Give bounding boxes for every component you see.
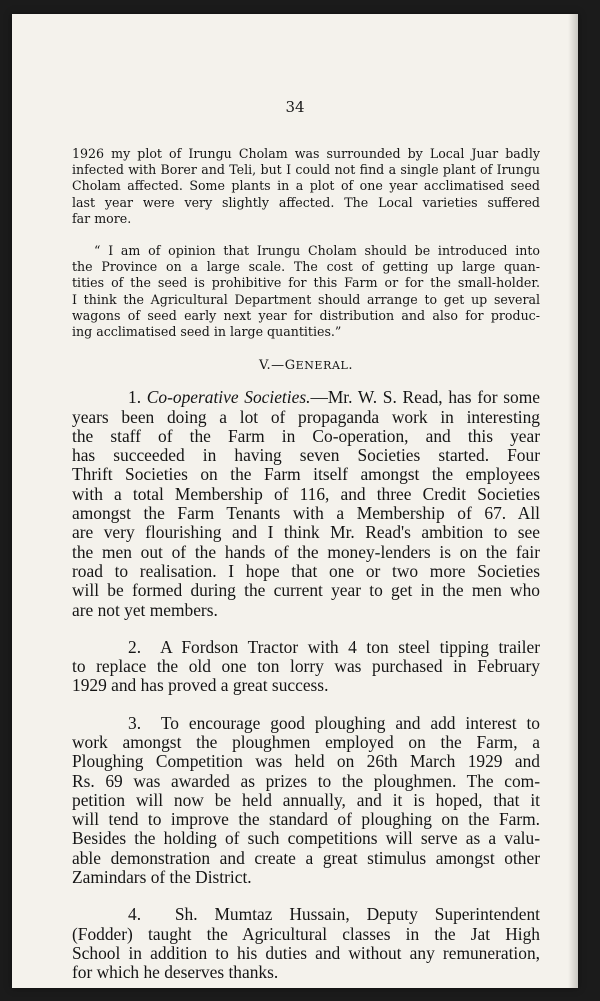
- paragraph-line: 1929 and has proved a great success.: [72, 675, 329, 696]
- document-page: [12, 14, 578, 988]
- paragraph-number: 4.: [128, 904, 142, 925]
- quote-line: ing acclimatised seed in large quantities.”: [72, 324, 342, 340]
- quote-line: “ I am of opinion that Irungu Cholam should be introduced into: [94, 243, 540, 259]
- paragraph-line: [72, 714, 540, 733]
- paragraph-line: will be formed during the current year to get in the men who: [72, 580, 540, 601]
- intro-line: far more.: [72, 210, 132, 226]
- section-heading: [72, 358, 540, 373]
- paragraph-line: Besides the holding of such competitions will serve as a valu-: [72, 828, 540, 849]
- paragraph-line: with a total Membership of 116, and three Credit Societies: [72, 483, 540, 504]
- quote-line: tities of the seed is prohibitive for this Farm or for the small-holder.: [72, 275, 540, 291]
- paragraph-number: 3.: [128, 712, 142, 733]
- paragraph-3: [72, 714, 540, 888]
- paragraph-line: road to realisation. I hope that one or two more Societies: [72, 560, 540, 581]
- paragraph-line: has succeeded in having seven Societies started. Four: [72, 445, 540, 466]
- intro-paragraph: [72, 146, 540, 227]
- page-edge-shadow: [568, 14, 578, 988]
- paragraph-line: work amongst the ploughmen employed on the Farm, a: [72, 731, 540, 752]
- paragraph-line: Rs. 69 was awarded as prizes to the ploughmen. The com-: [72, 770, 540, 791]
- paragraph-line: to replace the old one ton lorry was purchased in February: [72, 656, 540, 677]
- paragraph-number: 1.: [128, 387, 142, 408]
- paragraph-line: [72, 905, 540, 924]
- paragraph-line: Zamindars of the District.: [72, 867, 252, 888]
- paragraph-line: the staff of the Farm in Co-operation, and this year: [72, 425, 540, 446]
- paragraph-1: [72, 388, 540, 620]
- quote-line: I think the Agricultural Department should arrange to get up several: [72, 291, 540, 307]
- paragraph-line: Thrift Societies on the Farm itself amongst the employees: [72, 464, 540, 485]
- paragraph-italic-title: Co-operative Societies.: [146, 387, 311, 408]
- paragraph-line-text: —Mr. W. S. Read, has for some: [310, 387, 540, 408]
- paragraph-line-text: Sh. Mumtaz Hussain, Deputy Superintendent: [174, 904, 540, 925]
- intro-line: Cholam affected. Some plants in a plot of one year acclimatised seed: [72, 178, 540, 194]
- paragraph-line: petition will now be held annually, and it is hoped, that it: [72, 789, 540, 810]
- quote-line: the Province on a large scale. The cost of getting up large quan-: [72, 259, 540, 275]
- section-title-rest: ENERAL: [295, 359, 349, 373]
- intro-line: infected with Borer and Teli, but I could not find a single plant of Irungu: [72, 162, 540, 178]
- paragraph-line: (Fodder) taught the Agricultural classes in the Jat High: [72, 923, 540, 944]
- paragraph-line: the men out of the hands of the money-lenders is on the fair: [72, 541, 540, 562]
- section-title-suffix: .: [348, 358, 354, 374]
- paragraph-line: are very flourishing and I think Mr. Read's ambition to see: [72, 522, 540, 543]
- paragraph-number: 2.: [128, 636, 142, 657]
- intro-line: 1926 my plot of Irungu Cholam was surrounded by Local Juar badly: [72, 146, 540, 161]
- paragraph-line: will tend to improve the standard of ploughing on the Farm.: [72, 809, 540, 830]
- paragraph-line: for which he deserves thanks.: [72, 962, 279, 983]
- paragraph-line: years been doing a lot of propaganda work in interesting: [72, 406, 540, 427]
- paragraph-line-text: A Fordson Tractor with 4 ton steel tipping trailer: [160, 636, 540, 657]
- page-content: [72, 146, 540, 983]
- quote-paragraph: [72, 243, 540, 340]
- section-title-initial: G: [284, 358, 296, 374]
- page-number: 34: [285, 98, 305, 116]
- paragraph-line: are not yet members.: [72, 599, 218, 620]
- paragraph-line: [72, 388, 540, 407]
- paragraph-line: able demonstration and create a great stimulus amongst other: [72, 847, 540, 868]
- paragraph-line: [72, 638, 540, 657]
- paragraph-line: Ploughing Competition was held on 26th March 1929 and: [72, 751, 540, 772]
- paragraph-line: School in addition to his duties and without any remuneration,: [72, 942, 540, 963]
- section-number: V.—: [258, 358, 285, 374]
- paragraph-line-text: To encourage good ploughing and add interest to: [160, 712, 540, 733]
- intro-line: last year were very slightly affected. The Local varieties suffered: [72, 194, 540, 210]
- paragraph-line: amongst the Farm Tenants with a Membership of 67. All: [72, 503, 540, 524]
- paragraph-4: [72, 905, 540, 982]
- paragraph-2: [72, 638, 540, 696]
- quote-line: wagons of seed early next year for distribution and also for produc-: [72, 307, 540, 323]
